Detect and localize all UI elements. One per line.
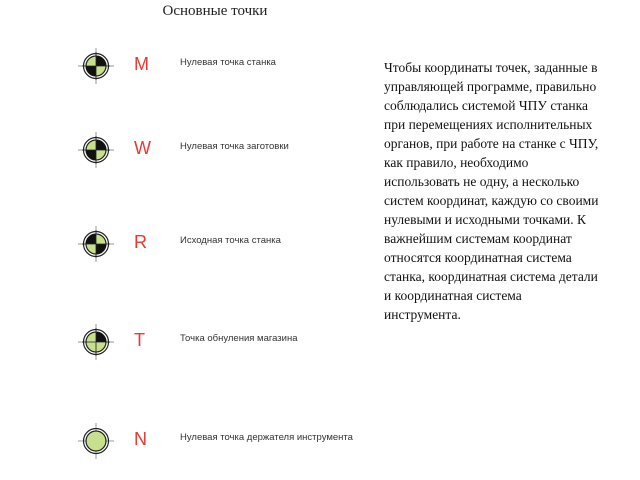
point-row-t (0, 322, 380, 362)
machine-reference-point-icon (76, 224, 116, 264)
point-row-m (0, 46, 380, 86)
point-label: Нулевая точка станка (180, 57, 276, 68)
point-letter: N (134, 429, 147, 449)
page-title: Основные точки (162, 3, 268, 19)
description-text: Чтобы координаты точек, заданные в управляющей программе, правильно соблюдались системой ЧПУ станка при перемещениях исполнительных органов, при работе на станке с ЧПУ, как правило, необходимо использовать не одну, а несколько систем координат, каждую со своими нулевыми и исходными точками. К важнейшим системам координат относятся координатная система станка, координатная система детали и координатная система инструмента. (384, 60, 599, 322)
point-row-r (0, 224, 380, 264)
magazine-zero-point-icon (76, 322, 116, 362)
point-row-w (0, 130, 380, 170)
point-label: Нулевая точка заготовки (180, 141, 289, 152)
point-letter: M (134, 54, 149, 74)
tool-holder-zero-point-icon (76, 421, 116, 461)
machine-zero-point-icon (76, 46, 116, 86)
point-label: Точка обнуления магазина (180, 333, 298, 344)
point-letter: R (134, 232, 147, 252)
point-letter: W (134, 138, 151, 158)
point-letter: T (134, 330, 145, 350)
workpiece-zero-point-icon (76, 130, 116, 170)
point-label: Исходная точка станка (180, 235, 281, 246)
point-row-n (0, 421, 380, 461)
point-label: Нулевая точка держателя инструмента (180, 432, 353, 443)
